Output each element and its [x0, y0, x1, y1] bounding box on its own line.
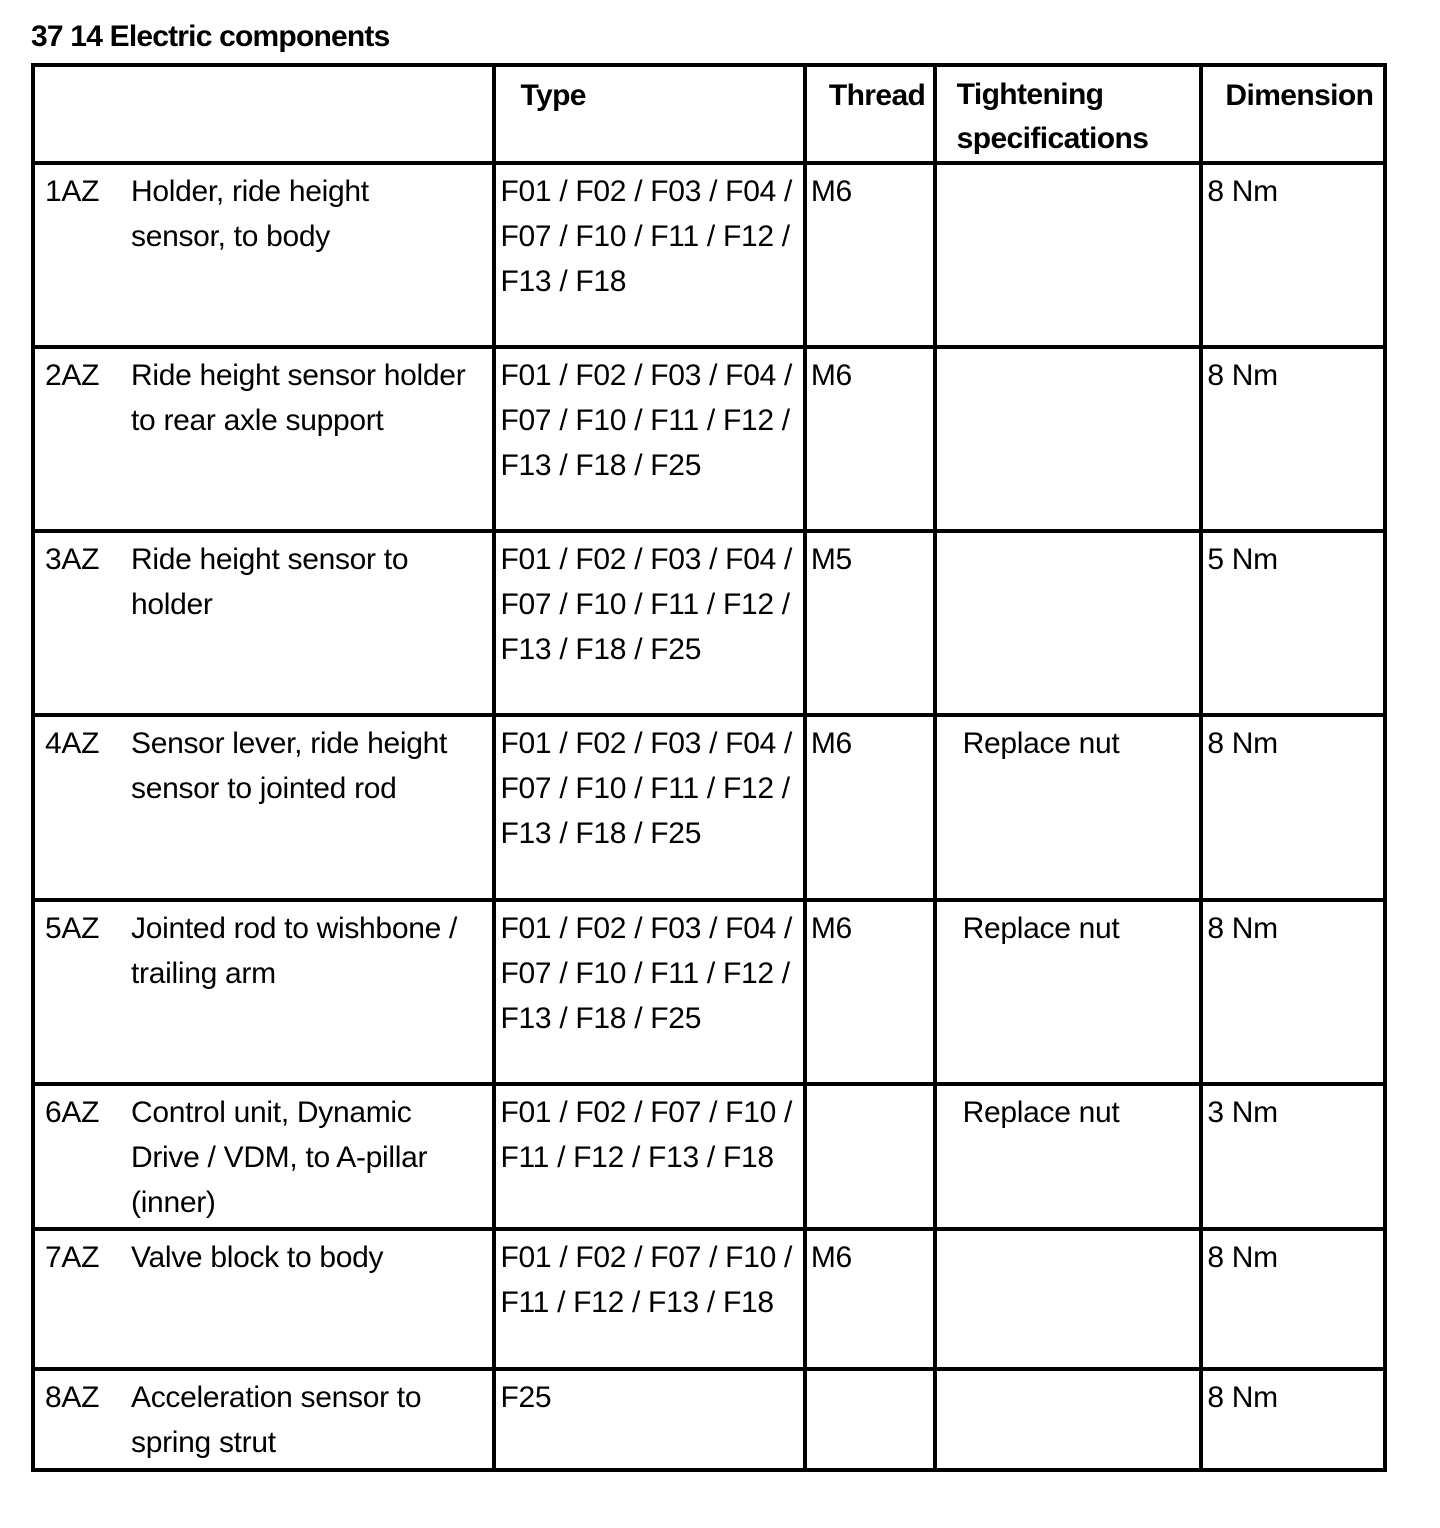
- description-cell: [33, 1369, 494, 1470]
- item-description: Ride height sensor holder to rear axle support: [131, 359, 466, 437]
- thread-cell: M6: [805, 347, 935, 531]
- item-code: 8AZ: [45, 1381, 100, 1414]
- tightening-cell: [935, 347, 1202, 531]
- table-row: [33, 531, 1385, 715]
- header-description: [33, 65, 494, 163]
- description-cell: [33, 531, 494, 715]
- tightening-cell: [935, 1369, 1202, 1470]
- description-cell: [33, 1229, 494, 1369]
- type-cell: F01 / F02 / F07 / F10 / F11 / F12 / F13 / F18: [494, 1084, 804, 1229]
- description-cell: [33, 900, 494, 1084]
- dimension-cell: 8 Nm: [1201, 347, 1385, 531]
- header-dimension: Dimension: [1201, 65, 1385, 163]
- dimension-cell: 8 Nm: [1201, 715, 1385, 900]
- type-cell: F25: [494, 1369, 804, 1470]
- table-row: [33, 715, 1385, 900]
- table-row: [33, 1369, 1385, 1470]
- table-row: [33, 347, 1385, 531]
- description-cell: [33, 1084, 494, 1229]
- item-description: Control unit, Dynamic Drive / VDM, to A-pillar (inner): [131, 1096, 428, 1219]
- item-code: 2AZ: [45, 359, 100, 392]
- table-row: [33, 1084, 1385, 1229]
- thread-cell: M5: [805, 531, 935, 715]
- item-code: 6AZ: [45, 1096, 100, 1129]
- table-row: [33, 900, 1385, 1084]
- item-description: Ride height sensor to holder: [131, 543, 409, 621]
- item-code: 7AZ: [45, 1241, 100, 1274]
- header-type: Type: [494, 65, 804, 163]
- page-title: 37 14 Electric components: [31, 20, 390, 53]
- item-description: Acceleration sensor to spring strut: [131, 1381, 422, 1459]
- dimension-cell: 5 Nm: [1201, 531, 1385, 715]
- item-code: 5AZ: [45, 912, 100, 945]
- dimension-cell: 8 Nm: [1201, 900, 1385, 1084]
- electric-components-table: [31, 63, 1387, 1472]
- header-tightening-specifications: Tightening specifications: [935, 65, 1202, 163]
- description-cell: [33, 715, 494, 900]
- thread-cell: [805, 1084, 935, 1229]
- tightening-cell: Replace nut: [935, 1084, 1202, 1229]
- type-cell: F01 / F02 / F03 / F04 / F07 / F10 / F11 / F12 / F13 / F18 / F25: [494, 900, 804, 1084]
- tightening-cell: Replace nut: [935, 900, 1202, 1084]
- type-cell: F01 / F02 / F03 / F04 / F07 / F10 / F11 / F12 / F13 / F18 / F25: [494, 347, 804, 531]
- header-thread: Thread: [805, 65, 935, 163]
- table-header-row: [33, 65, 1385, 163]
- tightening-cell: [935, 163, 1202, 347]
- table-row: [33, 163, 1385, 347]
- tightening-cell: Replace nut: [935, 715, 1202, 900]
- item-code: 4AZ: [45, 727, 100, 760]
- dimension-cell: 8 Nm: [1201, 1369, 1385, 1470]
- item-code: 1AZ: [45, 175, 100, 208]
- item-description: Sensor lever, ride height sensor to jointed rod: [131, 727, 448, 805]
- thread-cell: M6: [805, 715, 935, 900]
- thread-cell: M6: [805, 900, 935, 1084]
- thread-cell: M6: [805, 1229, 935, 1369]
- thread-cell: M6: [805, 163, 935, 347]
- item-description: Jointed rod to wishbone / trailing arm: [131, 912, 458, 990]
- dimension-cell: 3 Nm: [1201, 1084, 1385, 1229]
- type-cell: F01 / F02 / F07 / F10 / F11 / F12 / F13 / F18: [494, 1229, 804, 1369]
- dimension-cell: 8 Nm: [1201, 163, 1385, 347]
- table-row: [33, 1229, 1385, 1369]
- thread-cell: [805, 1369, 935, 1470]
- tightening-cell: [935, 531, 1202, 715]
- item-code: 3AZ: [45, 543, 100, 576]
- type-cell: F01 / F02 / F03 / F04 / F07 / F10 / F11 / F12 / F13 / F18 / F25: [494, 531, 804, 715]
- dimension-cell: 8 Nm: [1201, 1229, 1385, 1369]
- description-cell: [33, 163, 494, 347]
- item-description: Holder, ride height sensor, to body: [131, 175, 369, 253]
- description-cell: [33, 347, 494, 531]
- type-cell: F01 / F02 / F03 / F04 / F07 / F10 / F11 / F12 / F13 / F18: [494, 163, 804, 347]
- item-description: Valve block to body: [131, 1241, 384, 1274]
- type-cell: F01 / F02 / F03 / F04 / F07 / F10 / F11 / F12 / F13 / F18 / F25: [494, 715, 804, 900]
- tightening-cell: [935, 1229, 1202, 1369]
